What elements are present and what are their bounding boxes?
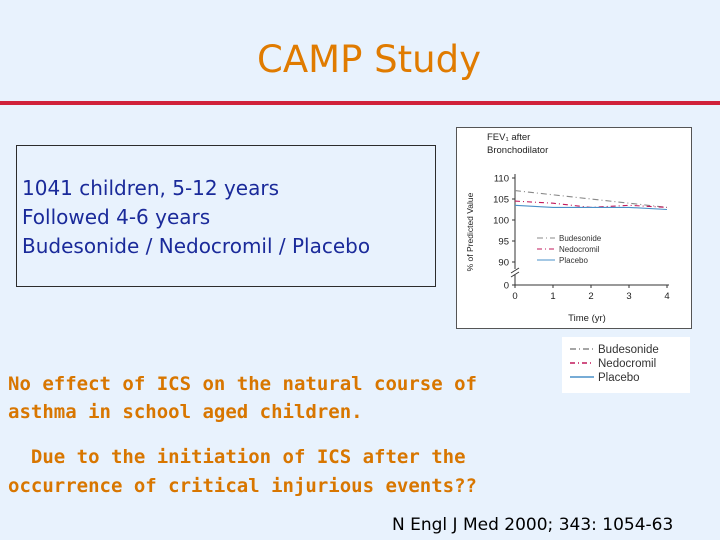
question-line-1: Due to the initiation of ICS after the <box>8 446 466 468</box>
slide-title: CAMP Study <box>257 38 481 81</box>
series-line-budesonide <box>515 191 667 208</box>
legend-label-nedocromil: Nedocromil <box>559 245 600 254</box>
chart-title-line-1: FEV₁ after <box>487 132 531 143</box>
info-line-participants: 1041 children, 5-12 years <box>22 176 280 200</box>
y-tick-label: 90 <box>498 257 509 269</box>
y-axis-label: % of Predicted Value <box>465 192 475 272</box>
legend-box-label-budesonide: Budesonide <box>598 344 659 356</box>
legend-box-svg <box>562 337 690 393</box>
x-tick-label: 0 <box>512 291 518 302</box>
fev1-chart-svg <box>457 128 693 330</box>
x-tick-label: 1 <box>550 291 556 302</box>
y-tick-label: 110 <box>493 173 509 185</box>
legend-label-budesonide: Budesonide <box>559 234 602 243</box>
y-tick-label: 105 <box>493 194 509 206</box>
y-tick-label: 0 <box>503 280 509 292</box>
citation: N Engl J Med 2000; 343: 1054-63 <box>392 515 674 535</box>
legend-box-label-placebo: Placebo <box>598 372 640 384</box>
info-line-followup: Followed 4-6 years <box>22 205 211 229</box>
question-line-2: occurrence of critical injurious events?? <box>8 475 477 497</box>
x-tick-label: 2 <box>588 291 594 302</box>
legend-box-label-nedocromil: Nedocromil <box>598 358 657 370</box>
series-line-placebo <box>515 205 667 209</box>
y-tick-label: 95 <box>498 236 509 248</box>
conclusion-line-1: No effect of ICS on the natural course of <box>8 373 477 395</box>
title-divider <box>0 101 720 105</box>
chart-title-line-2: Bronchodilator <box>487 145 549 156</box>
conclusion-line-2: asthma in school aged children. <box>8 401 363 423</box>
x-tick-label: 3 <box>626 291 632 302</box>
y-tick-label: 100 <box>493 215 509 227</box>
x-axis-label: Time (yr) <box>568 313 606 324</box>
legend-label-placebo: Placebo <box>559 256 588 265</box>
x-tick-label: 4 <box>664 291 670 302</box>
fev1-chart <box>456 127 692 329</box>
info-line-treatments: Budesonide / Nedocromil / Placebo <box>22 234 371 258</box>
legend-box <box>562 337 690 393</box>
